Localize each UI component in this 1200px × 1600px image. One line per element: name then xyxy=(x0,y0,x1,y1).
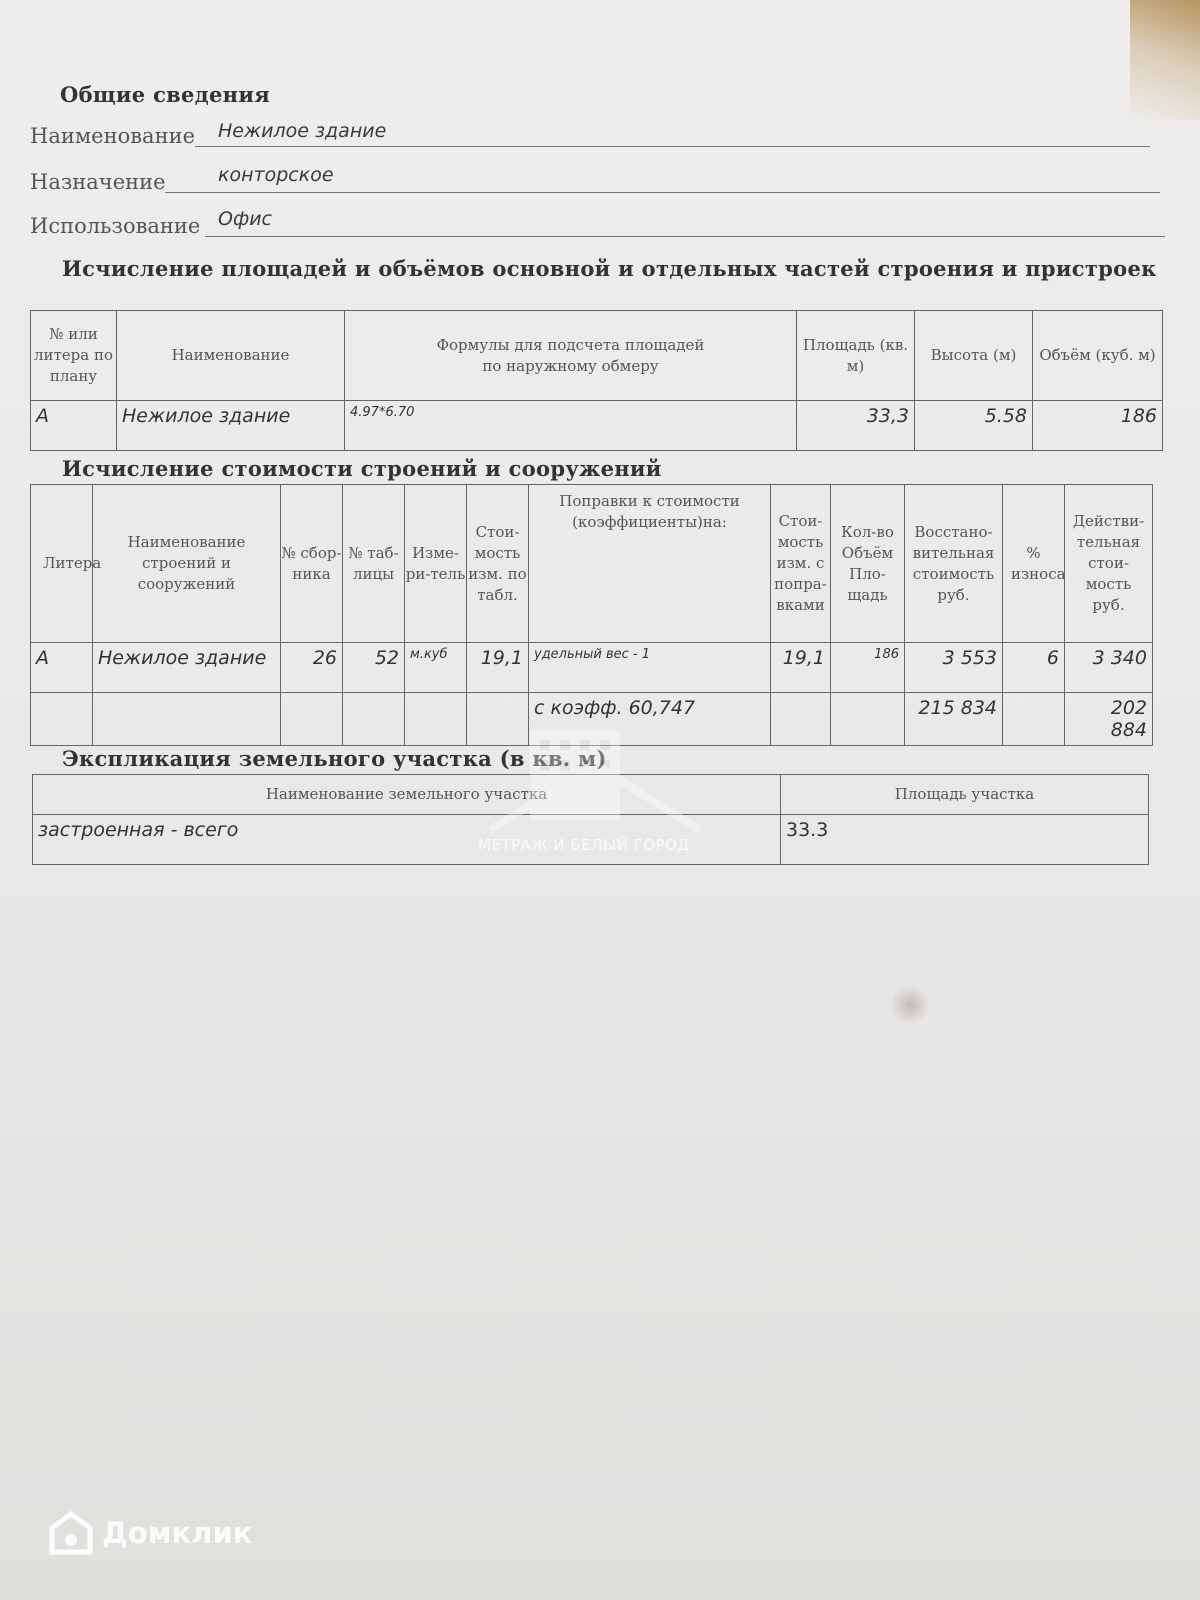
costs-header-table: № таб-лицы xyxy=(343,485,405,643)
areas-cell-area: 33,3 xyxy=(797,401,915,451)
areas-header-height: Высота (м) xyxy=(915,311,1033,401)
costs-empty-cell xyxy=(31,693,93,746)
costs-cell-name: Нежилое здание xyxy=(93,643,281,693)
costs-header-corrections: Поправки к стоимости (коэффициенты)на: xyxy=(529,485,771,643)
costs-cell-unit-cost: 19,1 xyxy=(467,643,529,693)
costs-cell-table: 52 xyxy=(343,643,405,693)
costs-empty-cell xyxy=(771,693,831,746)
costs-header-unit: Изме-ри-тель xyxy=(405,485,467,643)
land-cell-area: 33.3 xyxy=(781,815,1149,865)
costs-header-actual: Действи-тельная стои-мость руб. xyxy=(1065,485,1153,643)
costs-title: Исчисление стоимости строений и сооружений xyxy=(62,456,662,481)
domclick-brand xyxy=(48,1510,252,1556)
costs-cell-actual-total: 202 884 xyxy=(1065,693,1153,746)
costs-empty-cell xyxy=(831,693,905,746)
land-header-name: Наименование земельного участка xyxy=(33,775,781,815)
areas-header-liter: № или литера по плану xyxy=(31,311,117,401)
costs-header-quantity: Кол-во Объём Пло-щадь xyxy=(831,485,905,643)
areas-header-volume: Объём (куб. м) xyxy=(1033,311,1163,401)
land-header-area: Площадь участка xyxy=(781,775,1149,815)
house-logo-icon xyxy=(48,1510,94,1556)
costs-empty-cell xyxy=(405,693,467,746)
costs-cell-corrections: удельный вес - 1 xyxy=(529,643,771,693)
costs-cell-collection: 26 xyxy=(281,643,343,693)
areas-header-area: Площадь (кв. м) xyxy=(797,311,915,401)
costs-cell-unit: м.куб xyxy=(405,643,467,693)
costs-cell-coef: с коэфф. 60,747 xyxy=(529,693,771,746)
purpose-label: Назначение xyxy=(30,170,166,194)
paper-stain xyxy=(890,985,930,1025)
name-value: Нежилое здание xyxy=(218,120,387,142)
areas-header-name: Наименование xyxy=(117,311,345,401)
name-label: Наименование xyxy=(30,124,195,148)
costs-header-corrected-cost: Стои-мость изм. с попра-вками xyxy=(771,485,831,643)
general-title: Общие сведения xyxy=(60,82,271,107)
page-corner-shadow xyxy=(1130,0,1200,120)
purpose-line xyxy=(165,192,1160,193)
costs-header-wear: % износа xyxy=(1003,485,1065,643)
areas-cell-formula: 4.97*6.70 xyxy=(345,401,797,451)
costs-empty-cell xyxy=(1003,693,1065,746)
costs-header-unit-cost: Стои-мость изм. по табл. xyxy=(467,485,529,643)
watermark-text: МЕТРАЖ И БЕЛЫЙ ГОРОД xyxy=(478,836,690,854)
costs-header-collection: № сбор-ника xyxy=(281,485,343,643)
costs-empty-cell xyxy=(281,693,343,746)
costs-empty-cell xyxy=(343,693,405,746)
use-value: Офис xyxy=(218,208,272,230)
areas-header-formula: Формулы для подсчета площадей по наружному обмеру xyxy=(345,311,797,401)
areas-cell-height: 5.58 xyxy=(915,401,1033,451)
purpose-value: конторское xyxy=(218,164,334,186)
costs-cell-corrected-cost: 19,1 xyxy=(771,643,831,693)
areas-cell-volume: 186 xyxy=(1033,401,1163,451)
land-title: Экспликация земельного участка (в кв. м) xyxy=(62,746,607,771)
costs-cell-quantity: 186 xyxy=(831,643,905,693)
costs-empty-cell xyxy=(93,693,281,746)
costs-table xyxy=(30,484,1153,746)
costs-cell-restoration: 3 553 xyxy=(905,643,1003,693)
areas-table xyxy=(30,310,1163,451)
costs-cell-wear: 6 xyxy=(1003,643,1065,693)
costs-header-name: Наименование строений и сооружений xyxy=(93,485,281,643)
use-line xyxy=(205,236,1165,237)
areas-cell-liter: А xyxy=(31,401,117,451)
costs-cell-liter: А xyxy=(31,643,93,693)
domclick-name: Домклик xyxy=(102,1516,253,1550)
areas-cell-name: Нежилое здание xyxy=(117,401,345,451)
costs-header-liter: Литера xyxy=(31,485,93,643)
name-line xyxy=(195,146,1150,147)
land-cell-name: застроенная - всего xyxy=(33,815,781,865)
use-label: Использование xyxy=(30,214,201,238)
areas-title: Исчисление площадей и объёмов основной и отдельных частей строения и пристроек xyxy=(62,256,1157,281)
costs-cell-actual: 3 340 xyxy=(1065,643,1153,693)
costs-header-restoration: Восстано-вительная стоимость руб. xyxy=(905,485,1003,643)
costs-cell-restoration-total: 215 834 xyxy=(905,693,1003,746)
